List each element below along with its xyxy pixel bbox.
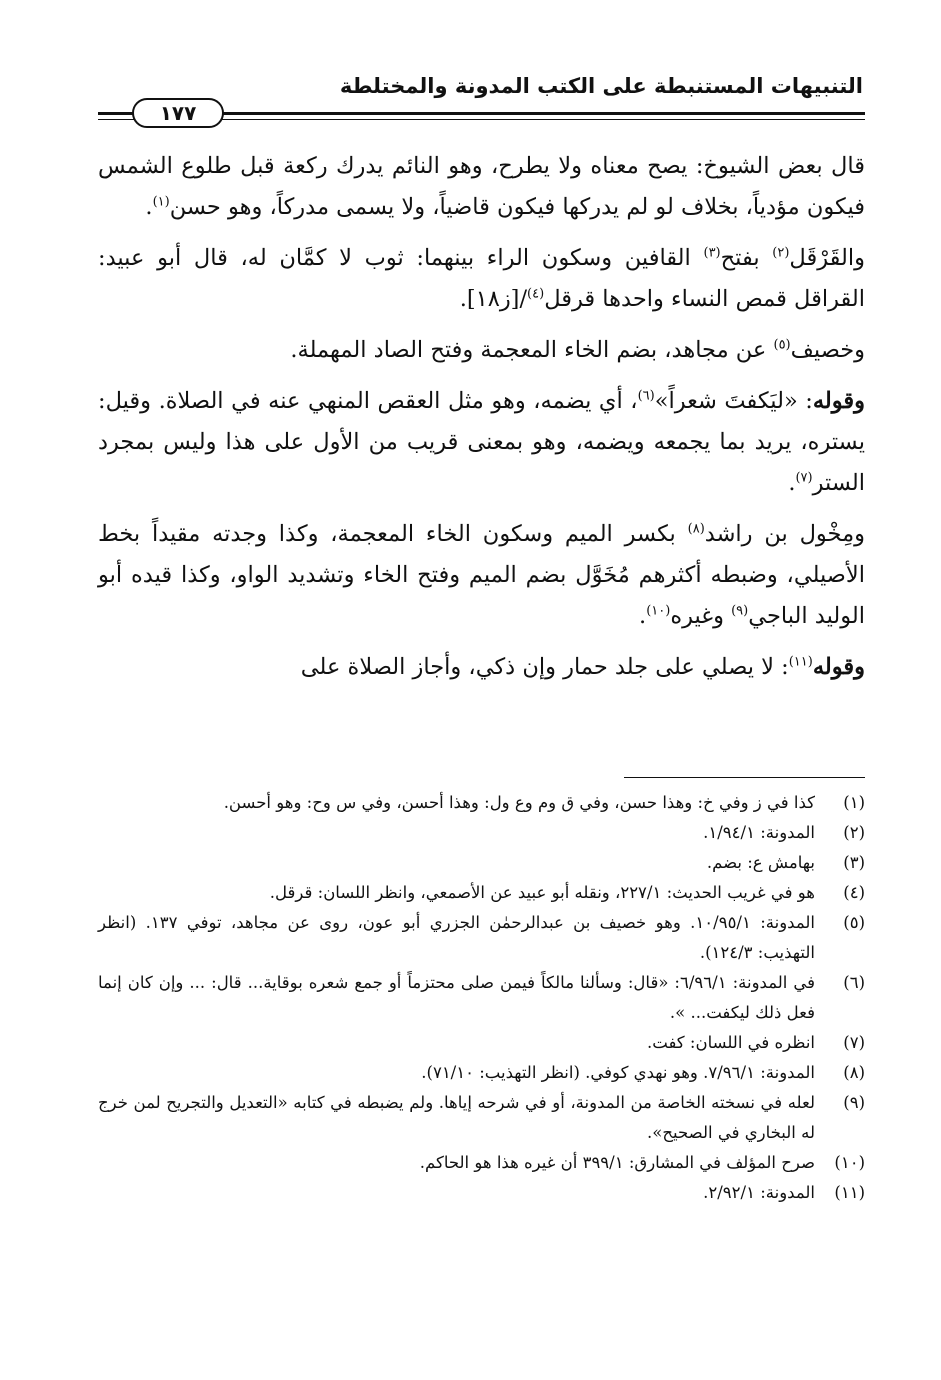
footnote-number: (١) bbox=[843, 793, 865, 812]
lead-word: وقوله bbox=[812, 654, 865, 680]
footnote-separator bbox=[624, 777, 865, 778]
footnote-text: المدونة: ٧/٩٦/١. وهو نهدي كوفي. (انظر التهذيب: ٧١/١٠). bbox=[421, 1063, 815, 1082]
text-segment: والقَرْقَل bbox=[789, 245, 865, 271]
paragraph bbox=[98, 330, 865, 371]
paragraph bbox=[98, 238, 865, 320]
footnote-marker: (٥) bbox=[773, 337, 791, 353]
footnote bbox=[98, 848, 865, 878]
footnote bbox=[98, 908, 865, 968]
text-segment: . bbox=[145, 194, 153, 220]
footnote-text: لعله في نسخته الخاصة من المدونة، أو في شرحه إياها. ولم يضبطه في كتابه «التعديل والتجريح لمن خرج له البخاري في الصحيح». bbox=[98, 1093, 815, 1142]
text-segment: /[ز١٨]. bbox=[459, 286, 528, 312]
footnote-number: (٦) bbox=[843, 973, 865, 992]
footnote bbox=[98, 1178, 865, 1208]
footnote-number: (٣) bbox=[843, 853, 865, 872]
footnote bbox=[98, 1088, 865, 1148]
footnote-marker: (٢) bbox=[772, 245, 790, 261]
footnote bbox=[98, 1028, 865, 1058]
footnote bbox=[98, 968, 865, 1028]
footnote-marker: (٣) bbox=[703, 245, 721, 261]
text-segment: القافين وسكون الراء بينهما: ثوب لا كمَّان له، قال أبو عبيد: القراقل قمص النساء واحدها قرقل bbox=[98, 245, 865, 312]
text-segment: بفتح bbox=[720, 245, 773, 271]
footnote-number: (٧) bbox=[843, 1033, 865, 1052]
footnote-marker: (٩) bbox=[731, 603, 749, 619]
paragraph bbox=[98, 514, 865, 637]
footnote-marker: (٨) bbox=[687, 521, 705, 537]
footnote-text: صرح المؤلف في المشارق: ٣٩٩/١ أن غيره هذا هو الحاكم. bbox=[419, 1153, 815, 1172]
footnote-text: المدونة: ٢/٩٢/١. bbox=[703, 1183, 815, 1202]
footnote-number: (١١) bbox=[834, 1183, 865, 1202]
text-segment: : لا يصلي على جلد حمار وإن ذكي، وأجاز الصلاة على bbox=[300, 654, 789, 680]
footnote-number: (٤) bbox=[843, 883, 865, 902]
paragraph bbox=[98, 647, 865, 688]
paragraph bbox=[98, 146, 865, 228]
running-title: التنبيهات المستنبطة على الكتب المدونة والمختلطة bbox=[339, 74, 863, 98]
text-segment: وغيره bbox=[670, 603, 732, 629]
text-segment: ، أي يضمه، وهو مثل العقص المنهي عنه في الصلاة. وقيل: يستره، يريد بما يجمعه ويضمه، وهو بمعنى قريب من الأول على هذا وليس بمجرد الستر bbox=[98, 388, 865, 496]
footnote-number: (٢) bbox=[843, 823, 865, 842]
footnote bbox=[98, 788, 865, 818]
page-number: ١٧٧ bbox=[132, 98, 224, 128]
footnote-number: (٥) bbox=[843, 913, 865, 932]
text-segment: : «ليَكفتَ شعراً» bbox=[654, 388, 813, 414]
text-segment: . bbox=[639, 603, 647, 629]
footnote-text: المدونة: ١٠/٩٥/١. وهو خصيف بن عبدالرحمٰن الجزري أبو عون، روى عن مجاهد، توفي ١٣٧. (انظر التهذيب: ١٢٤/٣). bbox=[98, 913, 815, 962]
footnote-marker: (٦) bbox=[637, 388, 655, 404]
footnote bbox=[98, 1058, 865, 1088]
lead-word: وقوله bbox=[812, 388, 865, 414]
footnote-text: بهامش ع: بضم. bbox=[706, 853, 815, 872]
footnote-marker: (١٠) bbox=[646, 603, 671, 619]
footnote bbox=[98, 818, 865, 848]
text-segment: قال بعض الشيوخ: يصح معناه ولا يطرح، وهو النائم يدرك ركعة قبل طلوع الشمس فيكون مؤدياً، بخلاف لو لم يدركها فيكون قاضياً، ولا يسمى مدركاً، وهو حسن bbox=[98, 153, 865, 220]
footnote-marker: (١١) bbox=[788, 654, 813, 670]
text-segment: بكسر الميم وسكون الخاء المعجمة، وكذا وجدته مقيداً بخط الأصيلي، وضبطه أكثرهم مُخَوَّل بضم الميم وفتح الخاء وتشديد الواو، وكذا قيده أبو الوليد الباجي bbox=[98, 521, 865, 629]
footnote-marker: (٤) bbox=[527, 286, 545, 302]
paragraph bbox=[98, 381, 865, 504]
footnote-text: المدونة: ١/٩٤/١. bbox=[703, 823, 815, 842]
footnote bbox=[98, 1148, 865, 1178]
text-segment: وخصيف bbox=[790, 337, 865, 363]
footnote-text: هو في غريب الحديث: ٢٢٧/١، ونقله أبو عبيد عن الأصمعي، وانظر اللسان: قرقل. bbox=[269, 883, 815, 902]
footnote-text: في المدونة: ٦/٩٦/١: «قال: وسألنا مالكاً فيمن صلى محتزماً أو جمع شعره بوقاية... قال: ... وإن كان إنما فعل ذلك ليكفت... ». bbox=[98, 973, 815, 1022]
text-segment: عن مجاهد، بضم الخاء المعجمة وفتح الصاد المهملة. bbox=[290, 337, 774, 363]
text-segment: . bbox=[788, 470, 796, 496]
footnote-text: كذا في ز وفي خ: وهذا حسن، وفي ق وم وع ول: وهذا أحسن، وفي س وح: وهو أحسن. bbox=[223, 793, 815, 812]
footnote-number: (٩) bbox=[843, 1093, 865, 1112]
text-segment: ومِخْول بن راشد bbox=[704, 521, 865, 547]
footnote-marker: (١) bbox=[152, 194, 170, 210]
main-text bbox=[98, 146, 865, 698]
footnotes bbox=[98, 788, 865, 1208]
footnote bbox=[98, 878, 865, 908]
footnote-text: انظره في اللسان: كفت. bbox=[647, 1033, 815, 1052]
footnote-marker: (٧) bbox=[795, 470, 813, 486]
footnote-number: (١٠) bbox=[834, 1153, 865, 1172]
footnote-number: (٨) bbox=[843, 1063, 865, 1082]
